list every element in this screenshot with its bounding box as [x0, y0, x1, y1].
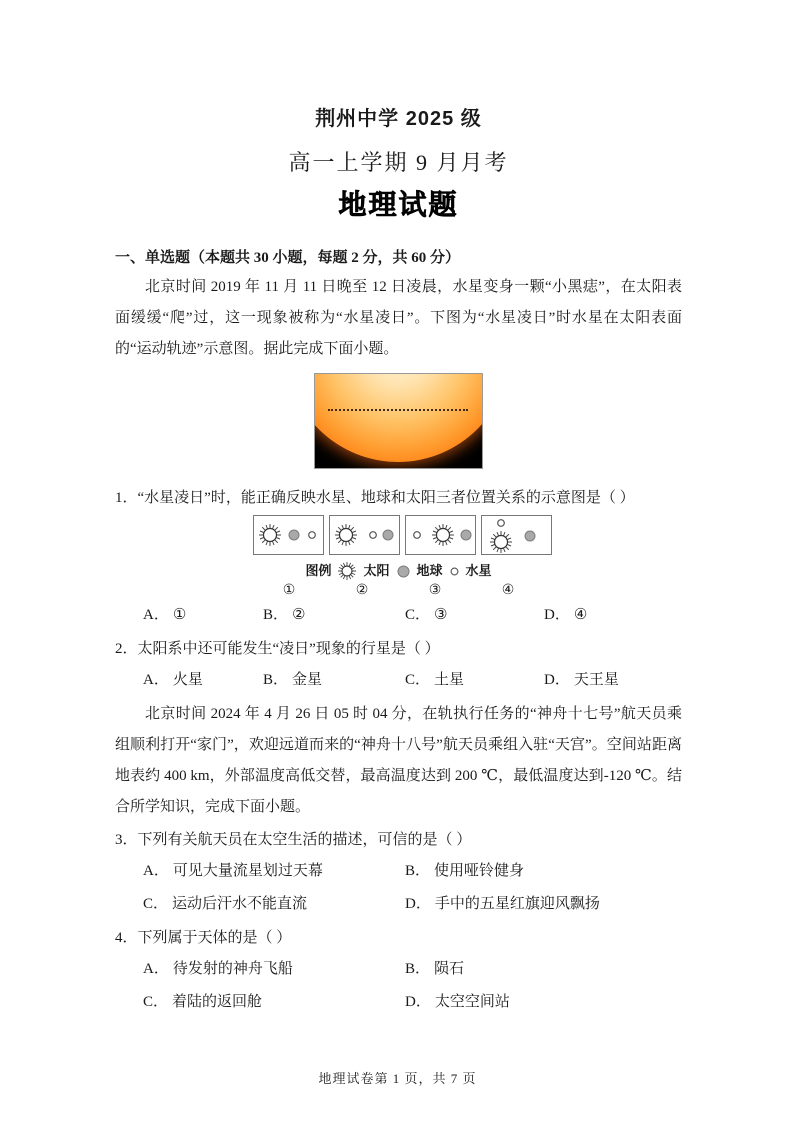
- diagram-numbers: [253, 582, 545, 599]
- passage-space-station: 北京时间 2024 年 4 月 26 日 05 时 04 分，在轨执行任务的“神舟十七号”航天员乘组顺利打开“家门”，欢迎远道而来的“神舟十八号”航天员乘组入驻“天宫”。空间站距离地表约 400 km，外部温度高低交替，最高温度达到 200 ℃，最低温度达到-120 ℃。结合所学知识，完成下面小题。: [115, 706, 682, 815]
- option-d: D． ④: [544, 607, 588, 623]
- option-a: A． 待发射的神舟飞船: [143, 961, 293, 977]
- option-d: D． 天王星: [544, 672, 619, 688]
- sun-disc-graphic: [314, 373, 483, 462]
- option-b: B． 陨石: [405, 961, 465, 977]
- question-1-options: [115, 599, 682, 632]
- position-diagram: [253, 515, 545, 599]
- sun-symbol: [259, 524, 281, 546]
- diagram-legend: [253, 562, 545, 580]
- mercury-symbol: [308, 532, 315, 539]
- diagram-boxes: [253, 515, 545, 555]
- legend-earth-label: 地球: [416, 563, 443, 578]
- legend-title: 图例: [305, 563, 332, 578]
- option-d: D． 太空空间站: [405, 994, 510, 1010]
- school-grade-title: 荆州中学 2025 级: [315, 108, 482, 130]
- option-b: B． 金星: [263, 672, 323, 688]
- mercury-symbol: [369, 532, 376, 539]
- earth-symbol: [383, 530, 393, 540]
- option-d: D． 手中的五星红旗迎风飘扬: [405, 896, 600, 912]
- question-1: 1．“水星凌日”时，能正确反映水星、地球和太阳三者位置关系的示意图是（ ）: [115, 490, 635, 506]
- exam-session-title: 高一上学期 9 月月考: [288, 150, 509, 175]
- passage-mercury-transit: 北京时间 2019 年 11 月 11 日晚至 12 日凌晨，水星变身一颗“小黑痣”，在太阳表面缓缓“爬”过，这一现象被称为“水星凌日”。下图为“水星凌日”时水星在太阳表面的“运动轨迹”示意图。据此完成下面小题。: [115, 279, 682, 357]
- option-a: A． 火星: [143, 672, 203, 688]
- diagram-number-2: ②: [355, 583, 369, 598]
- option-c: C． ③: [405, 607, 448, 623]
- sun-transit-photo: [314, 373, 483, 469]
- sun-symbol: [335, 524, 357, 546]
- diagram-number-3: ③: [428, 583, 442, 598]
- option-b: B． 使用哑铃健身: [405, 863, 525, 879]
- question-2: 2．太阳系中还可能发生“凌日”现象的行星是（ ）: [115, 641, 440, 657]
- diagram-box-4: [481, 515, 552, 555]
- earth-symbol: [525, 531, 535, 541]
- legend-mercury-label: 水星: [465, 563, 492, 578]
- page-footer: 地理试卷第 1 页，共 7 页: [318, 1071, 477, 1086]
- question-4-options: [115, 953, 682, 1019]
- diagram-box-2: [329, 515, 400, 555]
- page-content: [115, 0, 682, 1019]
- diagram-box-1: [253, 515, 324, 555]
- question-3: 3．下列有关航天员在太空生活的描述，可信的是（ ）: [115, 832, 472, 848]
- diagram-box-3: [405, 515, 476, 555]
- earth-symbol: [289, 530, 299, 540]
- question-2-options: [115, 664, 682, 697]
- option-c: C． 运动后汗水不能直流: [143, 896, 308, 912]
- mercury-symbol: [497, 520, 504, 527]
- diagram-number-4: ④: [501, 583, 515, 598]
- earth-symbol: [461, 530, 471, 540]
- question-3-options: [115, 855, 682, 921]
- sun-legend-icon: [338, 562, 356, 580]
- mercury-symbol: [413, 532, 420, 539]
- mercury-transit-dotted-track: [328, 409, 468, 411]
- question-4: 4．下列属于天体的是（ ）: [115, 930, 292, 946]
- mercury-legend-icon: [450, 567, 459, 576]
- section-heading: 一、单选题（本题共 30 小题，每题 2 分，共 60 分）: [115, 250, 461, 266]
- option-c: C． 着陆的返回舱: [143, 994, 263, 1010]
- sun-symbol: [490, 531, 512, 553]
- legend-sun-label: 太阳: [363, 563, 390, 578]
- subject-title: 地理试题: [338, 189, 459, 220]
- option-b: B． ②: [263, 607, 306, 623]
- sun-symbol: [432, 524, 454, 546]
- option-a: A． ①: [143, 607, 187, 623]
- diagram-number-1: ①: [282, 583, 296, 598]
- option-c: C． 土星: [405, 672, 465, 688]
- option-a: A． 可见大量流星划过天幕: [143, 863, 323, 879]
- earth-legend-icon: [397, 565, 410, 578]
